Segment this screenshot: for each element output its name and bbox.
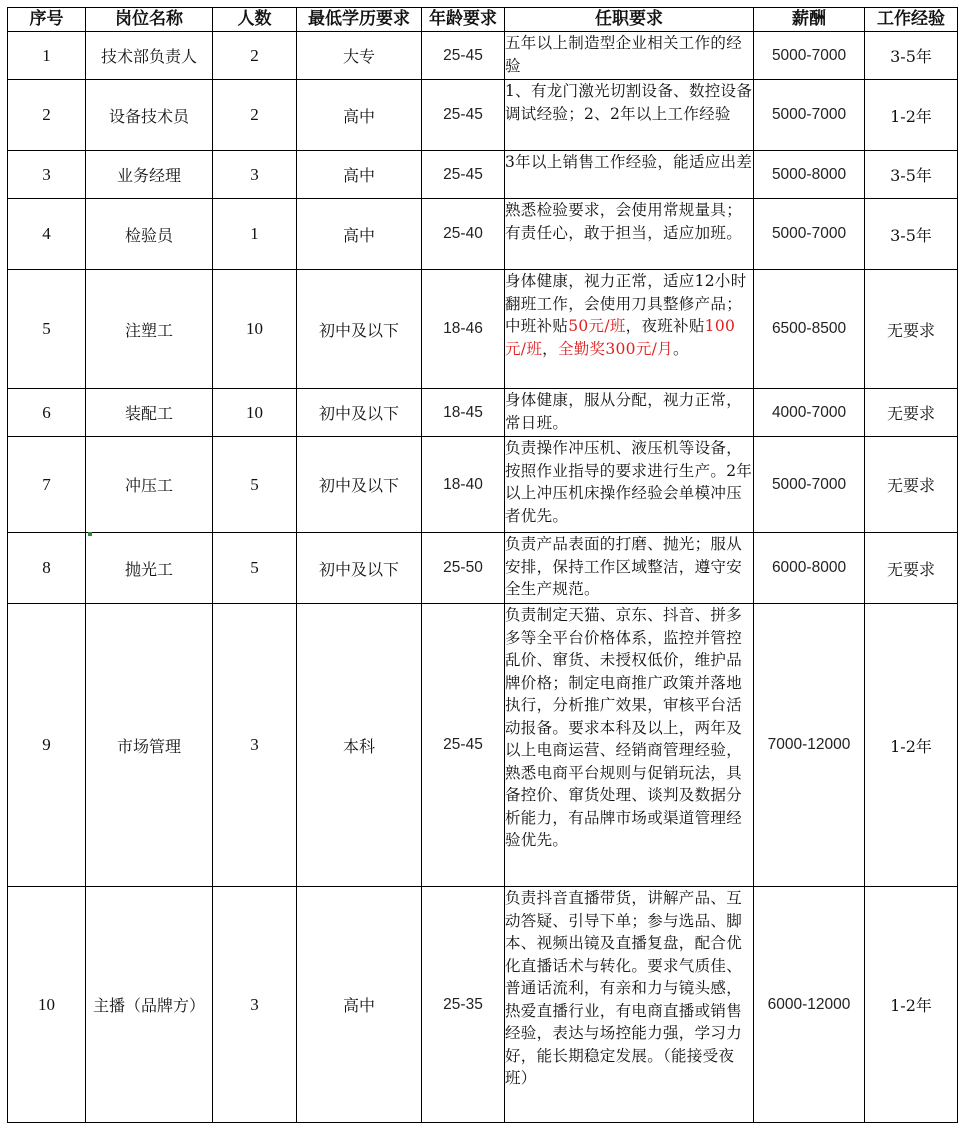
header-requirements: 任职要求 bbox=[505, 8, 754, 32]
header-count: 人数 bbox=[213, 8, 297, 32]
table-row bbox=[8, 199, 958, 270]
row-salary: 5000-7000 bbox=[754, 437, 865, 533]
row-count: 1 bbox=[213, 199, 297, 270]
row-age: 25-45 bbox=[422, 151, 505, 199]
row-salary: 7000-12000 bbox=[754, 604, 865, 887]
row-count: 3 bbox=[213, 887, 297, 1123]
row-position: 业务经理 bbox=[86, 151, 213, 199]
row-no: 5 bbox=[8, 270, 86, 389]
row-no: 3 bbox=[8, 151, 86, 199]
row-education: 初中及以下 bbox=[297, 533, 422, 604]
row-position: 技术部负责人 bbox=[86, 32, 213, 80]
row-requirements: 负责抖音直播带货，讲解产品、互动答疑、引导下单；参与选品、脚本、视频出镜及直播复盘，配合优化直播话术与转化。要求气质佳、普通话流利，有亲和力与镜头感，热爱直播行业，有电商直播或销售经验，表达与场控能力强，学习力好，能长期稳定发展。（能接受夜班） bbox=[505, 887, 754, 1123]
table-row bbox=[8, 80, 958, 151]
row-no: 6 bbox=[8, 389, 86, 437]
row-experience: 1-2年 bbox=[865, 887, 958, 1123]
header-row bbox=[8, 8, 958, 32]
header-position: 岗位名称 bbox=[86, 8, 213, 32]
row-position: 抛光工 bbox=[86, 533, 213, 604]
row-salary: 5000-7000 bbox=[754, 199, 865, 270]
row-count: 10 bbox=[213, 270, 297, 389]
row-requirements: 1、有龙门激光切割设备、数控设备调试经验；2、2年以上工作经验 bbox=[505, 80, 754, 151]
row-experience: 1-2年 bbox=[865, 80, 958, 151]
row-experience: 3-5年 bbox=[865, 199, 958, 270]
row-experience: 无要求 bbox=[865, 437, 958, 533]
table-row bbox=[8, 604, 958, 887]
row-education: 大专 bbox=[297, 32, 422, 80]
row-age: 25-40 bbox=[422, 199, 505, 270]
row-no: 4 bbox=[8, 199, 86, 270]
table-row bbox=[8, 887, 958, 1123]
row-requirements: 3年以上销售工作经验，能适应出差 bbox=[505, 151, 754, 199]
table-row bbox=[8, 533, 958, 604]
row-salary: 6000-12000 bbox=[754, 887, 865, 1123]
row-count: 5 bbox=[213, 437, 297, 533]
table-row bbox=[8, 389, 958, 437]
row-experience: 无要求 bbox=[865, 533, 958, 604]
row-education: 高中 bbox=[297, 199, 422, 270]
row-salary: 5000-7000 bbox=[754, 32, 865, 80]
table-row bbox=[8, 151, 958, 199]
row-age: 18-40 bbox=[422, 437, 505, 533]
table-row bbox=[8, 437, 958, 533]
row-no: 8 bbox=[8, 533, 86, 604]
row-requirements: 负责产品表面的打磨、抛光；服从安排，保持工作区域整洁，遵守安全生产规范。 bbox=[505, 533, 754, 604]
row-no: 2 bbox=[8, 80, 86, 151]
row-age: 25-45 bbox=[422, 80, 505, 151]
row-age: 25-45 bbox=[422, 604, 505, 887]
row-position: 市场管理 bbox=[86, 604, 213, 887]
row-requirements: 负责制定天猫、京东、抖音、拼多多等全平台价格体系，监控并管控乱价、窜货、未授权低价，维护品牌价格；制定电商推广政策并落地执行，分析推广效果，审核平台活动报备。要求本科及以上，两年及以上电商运营、经销商管理经验，熟悉电商平台规则与促销玩法，具备控价、窜货处理、谈判及数据分析能力，有品牌市场或渠道管理经验优先。 bbox=[505, 604, 754, 887]
row-experience: 1-2年 bbox=[865, 604, 958, 887]
table-row bbox=[8, 32, 958, 80]
row-age: 25-50 bbox=[422, 533, 505, 604]
row-requirements: 熟悉检验要求，会使用常规量具；有责任心，敢于担当，适应加班。 bbox=[505, 199, 754, 270]
row-requirements: 身体健康，视力正常，适应12小时翻班工作，会使用刀具整修产品；中班补贴50元/班，夜班补贴100元/班，全勤奖300元/月。 bbox=[505, 270, 754, 389]
row-salary: 6500-8500 bbox=[754, 270, 865, 389]
header-no: 序号 bbox=[8, 8, 86, 32]
header-education: 最低学历要求 bbox=[297, 8, 422, 32]
row-requirements: 五年以上制造型企业相关工作的经验 bbox=[505, 32, 754, 80]
row-education: 高中 bbox=[297, 887, 422, 1123]
row-no: 10 bbox=[8, 887, 86, 1123]
row-age: 25-35 bbox=[422, 887, 505, 1123]
row-age: 18-46 bbox=[422, 270, 505, 389]
row-position: 冲压工 bbox=[86, 437, 213, 533]
header-experience: 工作经验 bbox=[865, 8, 958, 32]
row-salary: 5000-7000 bbox=[754, 80, 865, 151]
row-education: 本科 bbox=[297, 604, 422, 887]
header-salary: 薪酬 bbox=[754, 8, 865, 32]
row-experience: 无要求 bbox=[865, 389, 958, 437]
row-count: 10 bbox=[213, 389, 297, 437]
row-education: 高中 bbox=[297, 151, 422, 199]
table-row bbox=[8, 270, 958, 389]
row-count: 2 bbox=[213, 32, 297, 80]
row-no: 7 bbox=[8, 437, 86, 533]
row-position: 主播（品牌方） bbox=[86, 887, 213, 1123]
row-age: 25-45 bbox=[422, 32, 505, 80]
row-count: 2 bbox=[213, 80, 297, 151]
row-position: 检验员 bbox=[86, 199, 213, 270]
row-requirements: 身体健康，服从分配，视力正常，常日班。 bbox=[505, 389, 754, 437]
row-experience: 3-5年 bbox=[865, 151, 958, 199]
row-salary: 6000-8000 bbox=[754, 533, 865, 604]
row-experience: 无要求 bbox=[865, 270, 958, 389]
row-position: 装配工 bbox=[86, 389, 213, 437]
row-requirements: 负责操作冲压机、液压机等设备，按照作业指导的要求进行生产。2年以上冲压机床操作经验会单模冲压者优先。 bbox=[505, 437, 754, 533]
row-education: 初中及以下 bbox=[297, 389, 422, 437]
row-no: 1 bbox=[8, 32, 86, 80]
row-education: 高中 bbox=[297, 80, 422, 151]
row-count: 3 bbox=[213, 151, 297, 199]
row-age: 18-45 bbox=[422, 389, 505, 437]
row-salary: 4000-7000 bbox=[754, 389, 865, 437]
row-position: 设备技术员 bbox=[86, 80, 213, 151]
row-no: 9 bbox=[8, 604, 86, 887]
row-education: 初中及以下 bbox=[297, 437, 422, 533]
row-education: 初中及以下 bbox=[297, 270, 422, 389]
row-count: 3 bbox=[213, 604, 297, 887]
row-position: 注塑工 bbox=[86, 270, 213, 389]
cell-marker bbox=[88, 532, 92, 536]
row-salary: 5000-8000 bbox=[754, 151, 865, 199]
row-experience: 3-5年 bbox=[865, 32, 958, 80]
header-age: 年龄要求 bbox=[422, 8, 505, 32]
job-table bbox=[7, 7, 958, 1123]
row-count: 5 bbox=[213, 533, 297, 604]
